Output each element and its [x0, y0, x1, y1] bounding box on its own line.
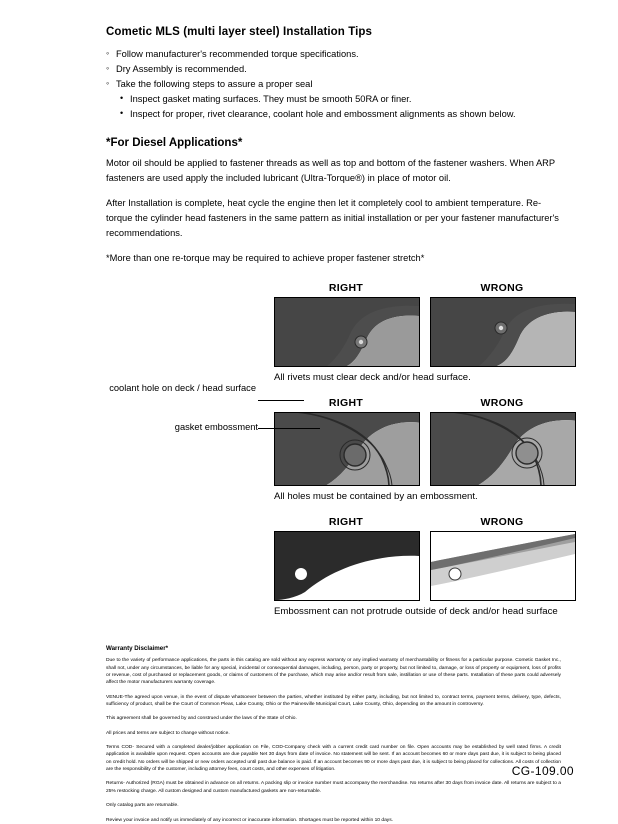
- warranty-paragraph: Only catalog parts are returnable.: [106, 803, 179, 809]
- diesel-heading: *For Diesel Applications*: [106, 137, 243, 150]
- figure-hole-right: [274, 397, 418, 486]
- warranty-paragraph: Due to the variety of performance applications, the parts in this catalog are sold without any express warranty or any implied warranty of merchantability or fitness for a particular purpose. Cometic Gasket Inc., shall not, under any circumstances, be liable for any special, incidental or consequential damages, including, person, party or property, but not limited to, damage, or loss of property or equipment, loss of profits or revenue, cost of purchased or replacement goods, or claims of customers of the purchase, which may arise and/or result from sale, instillation or use of these parts. Installation of these parts could adversely affect the motor manufacturers warranty coverage.: [106, 658, 561, 686]
- figure-label-wrong: WRONG: [480, 397, 524, 410]
- warranty-paragraph: VENUE-The agreed upon venue, in the event of dispute whatsoever between the parties, whether instituted by either party, including, but not limited to, contract terms, payment terms, delivery, type, defects, sufficiency of product, shall be the Court of Common Pleas, Lake County, Ohio or the Painesville Municipal Court, Lake County, Ohio, depending on the amount in controversy.: [106, 694, 561, 707]
- figure-image: [274, 297, 420, 367]
- figure-hole-wrong: [430, 397, 574, 486]
- figure-rivet-wrong: [430, 282, 574, 367]
- figure-image: [274, 531, 420, 601]
- list-item: ◦ Take the following steps to assure a proper seal: [106, 77, 578, 92]
- figure-caption-3: Embossment can not protrude outside of deck and/or head surface: [274, 606, 558, 618]
- list-item: ◦ Follow manufacturer's recommended torque specifications.: [106, 47, 578, 62]
- callout-coolant-hole: [104, 382, 256, 396]
- warranty-paragraph: Review your invoice and notify us immediately of any incorrect or inaccurate information. Shortages must be reported within 10 days.: [106, 817, 394, 823]
- warranty-section: [106, 645, 561, 824]
- warranty-paragraph: Terms COD- Secured with a completed dealer/jobber application on File, COD-Company check with a current credit card number on file. Open accounts may be established by well rated firms. A credit application is available upon request. Open accounts are due payable Net 30 days from date of invoice. No statement will be sent. If an account becomes 60 or more days past due, it is subject to being placed on credit hold. No orders will be shipped or new orders accepted until past due balance is paid. If an account becomes 90 or more days past due, it is subject to being placed for collections. All costs of collection are the responsibility of the customer, including attorney fees, court costs, and other expenses of litigation.: [106, 745, 561, 773]
- figure-row-rivets: [274, 282, 578, 367]
- figure-image: [430, 297, 576, 367]
- diesel-paragraph-2: After Installation is complete, heat cycle the engine then let it completely cool to ambient temperature. Re-torque the cylinder head fasteners in the same pattern as initial installation or per your fastener manufacturer's recommendations.: [106, 198, 559, 239]
- list-item: • Inspect gasket mating surfaces. They must be smooth 50RA or finer.: [120, 92, 578, 107]
- list-item: ◦ Dry Assembly is recommended.: [106, 62, 578, 77]
- warranty-paragraph: All prices and terms are subject to change without notice.: [106, 730, 230, 736]
- figure-label-wrong: WRONG: [480, 282, 524, 295]
- figure-label-right: RIGHT: [328, 397, 364, 410]
- callout-gasket-embossment: [124, 421, 258, 435]
- warranty-paragraph: This agreement shall be governed by and construed under the laws of the State of Ohio.: [106, 716, 297, 722]
- callout-text: coolant hole on deck / head surface: [109, 383, 256, 394]
- figure-row-embossment: [274, 516, 578, 601]
- figure-label-wrong: WRONG: [480, 516, 524, 529]
- diesel-paragraph-1: Motor oil should be applied to fastener threads as well as top and bottom of the fastener washers. When ARP fasteners are used apply the included lubricant (Ultra-Torque®) in place of motor oil.: [106, 158, 555, 184]
- callout-leader-line: [258, 400, 304, 401]
- figure-caption-2: All holes must be contained by an embossment.: [274, 491, 478, 503]
- callout-leader-line: [258, 428, 320, 429]
- list-item: • Inspect for proper, rivet clearance, coolant hole and embossment alignments as shown below.: [120, 107, 578, 122]
- tips-list: [106, 47, 578, 92]
- figure-caption-1: All rivets must clear deck and/or head surface.: [274, 372, 471, 384]
- figure-label-right: RIGHT: [328, 282, 364, 295]
- warranty-heading: Warranty Disclaimer*: [106, 645, 169, 653]
- page-title: Cometic MLS (multi layer steel) Installation Tips: [106, 26, 373, 38]
- figure-emboss-right: [274, 516, 418, 601]
- figure-image: [430, 412, 576, 486]
- tips-sublist: [120, 92, 578, 122]
- figure-row-holes: [274, 397, 578, 486]
- warranty-paragraph: Returns- Authorized (RGA) must be obtained in advance on all returns. A packing slip or invoice number must accompany the merchandise. No returns after 30 days from invoice date. All returns are subject to a 25% restocking charge. All custom designed and custom manufactured gaskets are non-returnable.: [106, 781, 561, 794]
- figure-label-right: RIGHT: [328, 516, 364, 529]
- figure-rivet-right: [274, 282, 418, 367]
- document-number: CG-109.00: [511, 764, 574, 778]
- figure-image: [274, 412, 420, 486]
- figure-group: [106, 282, 578, 619]
- figure-emboss-wrong: [430, 516, 574, 601]
- callout-text: gasket embossment: [174, 422, 258, 433]
- retorque-note: *More than one re-torque may be required to achieve proper fastener stretch*: [106, 253, 425, 264]
- figure-image: [430, 531, 576, 601]
